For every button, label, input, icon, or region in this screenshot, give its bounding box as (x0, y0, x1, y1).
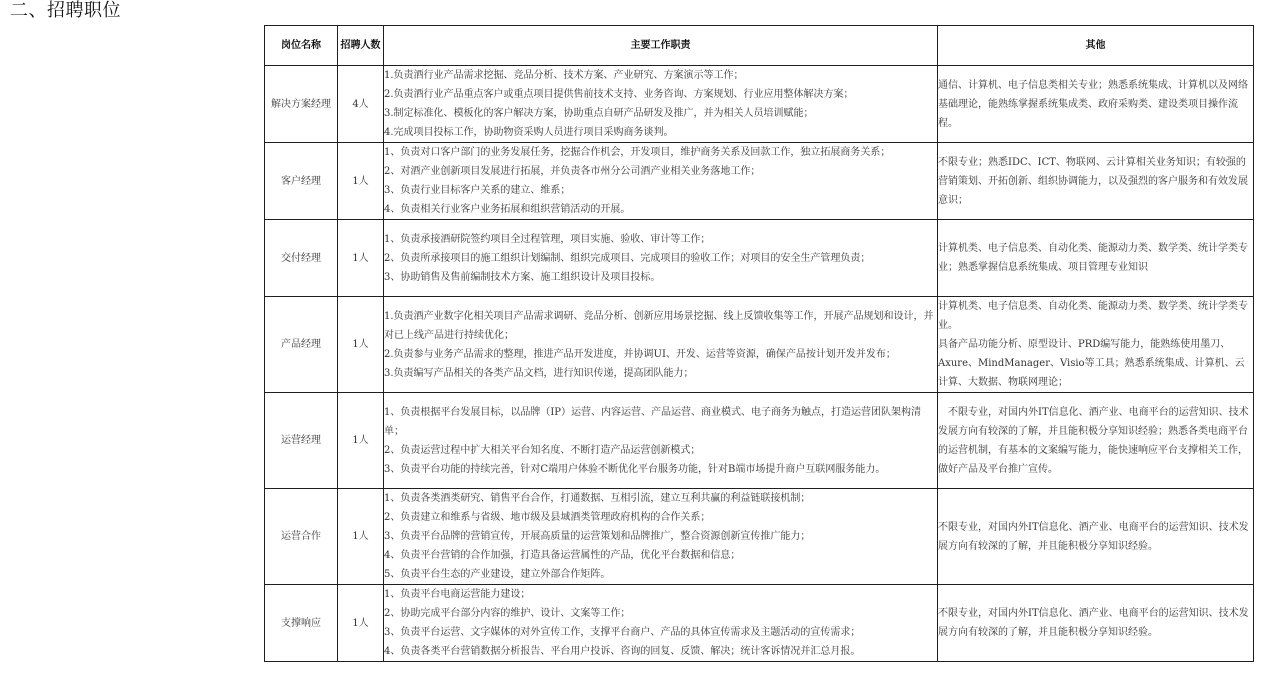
position-cell: 产品经理 (265, 297, 338, 393)
duty-item: 1、负责平台电商运营能力建设； (384, 589, 531, 600)
duty-item: 4、负责相关行业客户业务拓展和组织营销活动的开展。 (384, 204, 631, 215)
duty-item: 3、负责行业目标客户关系的建立、维系； (384, 185, 571, 196)
duty-item: 2、对酒产业创新项目发展进行拓展，并负责各市州分公司酒产业相关业务落地工作； (384, 166, 761, 177)
position-cell: 交付经理 (265, 220, 338, 297)
other-cell: 不限专业，对国内外IT信息化、酒产业、电商平台的运营知识、技术发展方向有较深的了解，并且能积极分享知识经验。 (938, 489, 1254, 585)
duty-item: 3.负责编写产品相关的各类产品文档，进行知识传递，提高团队能力； (384, 367, 694, 379)
other-cell: 计算机类、电子信息类、自动化类、能源动力类、数学类、统计学类专业。 具备产品功能分析、原型设计、PRD编写能力，能熟练使用墨刀、Axure、MindManager、Visio等工具；熟悉系统集成、计算机、云计算、大数据、物联网理论； (938, 297, 1254, 393)
duty-item: 3、负责平台品牌的营销宣传，开展高质量的运营策划和品牌推广，整合资源创新宣传推广能力； (384, 531, 811, 542)
duty-item: 5、负责平台生态的产业建设，建立外部合作矩阵。 (384, 569, 611, 580)
duty-item: 4、负责平台营销的合作加强，打造具备运营属性的产品，优化平台数据和信息； (384, 550, 741, 561)
duty-item: 2.负责参与业务产品需求的整理，推进产品开发进度，并协调UI、开发、运营等资源，确保产品按计划开发并发布； (384, 348, 896, 360)
header-position: 岗位名称 (265, 26, 338, 66)
duties-cell (384, 585, 938, 662)
other-cell: 不限专业；熟悉IDC、ICT、物联网、云计算相关业务知识；有较强的营销策划、开拓创新、组织协调能力，以及强烈的客户服务和有效发展意识； (938, 143, 1254, 220)
duty-item: 2、负责所承接项目的施工组织计划编制、组织完成项目、完成项目的验收工作；对项目的安全生产管理负责； (384, 252, 871, 264)
count-cell: 1人 (338, 220, 384, 297)
table-row (265, 585, 1254, 662)
position-cell: 运营合作 (265, 489, 338, 585)
table-row (265, 489, 1254, 585)
other-cell: 不限专业，对国内外IT信息化、酒产业、电商平台的运营知识、技术发展方向有较深的了解，并且能积极分享知识经验；熟悉各类电商平台的运营机制，有基本的文案编写能力，能快速响应平台支撑相关工作，做好产品及平台推广宣传。 (938, 393, 1254, 489)
duty-item: 1.负责酒产业数字化相关项目产品需求调研、竞品分析、创新应用场景挖掘、线上反馈收集等工作，开展产品规划和设计，并对已上线产品进行持续优化； (384, 310, 934, 341)
duty-item: 3、负责平台功能的持续完善，针对C端用户体验不断优化平台服务功能，针对B端市场提升商户互联网服务能力。 (384, 463, 886, 475)
count-cell: 1人 (338, 393, 384, 489)
duties-cell (384, 489, 938, 585)
duty-item: 1、负责各类酒类研究、销售平台合作，打通数据、互相引流，建立互利共赢的利益链联接机制； (384, 493, 811, 504)
duties-cell (384, 66, 938, 143)
duty-item: 3.制定标准化、模板化的客户解决方案，协助重点自研产品研发及推广，并为相关人员培训赋能； (384, 108, 814, 119)
table-row (265, 66, 1254, 143)
duty-item: 1、负责根据平台发展目标，以品牌（IP）运营、内容运营、产品运营、商业模式、电子商务为触点，打造运营团队架构清单； (384, 406, 922, 437)
duty-item: 1.负责酒行业产品需求挖掘、竞品分析、技术方案、产业研究、方案演示等工作； (384, 70, 744, 81)
table-row (265, 297, 1254, 393)
duty-item: 1、负责对口客户部门的业务发展任务，挖掘合作机会，开发项目，维护商务关系及回款工作，独立拓展商务关系； (384, 147, 891, 158)
duty-item: 4.完成项目投标工作，协助物资采购人员进行项目采购商务谈判。 (384, 127, 674, 138)
duties-cell (384, 220, 938, 297)
recruitment-table (264, 25, 1254, 662)
duty-item: 4、负责各类平台营销数据分析报告、平台用户投诉、咨询的回复、反馈、解决；统计客诉情况并汇总月报。 (384, 646, 861, 657)
count-cell: 4人 (338, 66, 384, 143)
section-heading: 二、招聘职位 (10, 0, 121, 21)
position-cell: 客户经理 (265, 143, 338, 220)
count-cell: 1人 (338, 297, 384, 393)
count-cell: 1人 (338, 585, 384, 662)
duties-cell (384, 143, 938, 220)
position-cell: 支撑响应 (265, 585, 338, 662)
duty-item: 1、负责承接酒研院签约项目全过程管理，项目实施、验收、审计等工作； (384, 233, 711, 245)
position-cell: 运营经理 (265, 393, 338, 489)
duty-item: 2、负责建立和维系与省级、地市级及县域酒类管理政府机构的合作关系； (384, 512, 711, 523)
position-cell: 解决方案经理 (265, 66, 338, 143)
header-count: 招聘人数 (338, 26, 384, 66)
duty-item: 2.负责酒行业产品重点客户或重点项目提供售前技术支持、业务咨询、方案规划、行业应用整体解决方案； (384, 89, 854, 100)
header-duties: 主要工作职责 (384, 26, 938, 66)
count-cell: 1人 (338, 489, 384, 585)
duty-item: 2、协助完成平台部分内容的维护、设计、文案等工作； (384, 608, 631, 619)
duty-item: 3、协助销售及售前编制技术方案、施工组织设计及项目投标。 (384, 271, 661, 283)
duty-item: 2、负责运营过程中扩大相关平台知名度、不断打造产品运营创新模式； (384, 444, 701, 456)
table-header-row (265, 26, 1254, 66)
other-cell: 计算机类、电子信息类、自动化类、能源动力类、数学类、统计学类专业；熟悉掌握信息系统集成、项目管理专业知识 (938, 220, 1254, 297)
other-cell: 不限专业，对国内外IT信息化、酒产业、电商平台的运营知识、技术发展方向有较深的了解，并且能积极分享知识经验。 (938, 585, 1254, 662)
duties-cell (384, 297, 938, 393)
table-row (265, 393, 1254, 489)
other-cell: 通信、计算机、电子信息类相关专业；熟悉系统集成、计算机以及网络基础理论，能熟练掌握系统集成类、政府采购类、建设类项目操作流程。 (938, 66, 1254, 143)
table-row (265, 220, 1254, 297)
count-cell: 1人 (338, 143, 384, 220)
header-other: 其他 (938, 26, 1254, 66)
table-row (265, 143, 1254, 220)
duties-cell (384, 393, 938, 489)
duty-item: 3、负责平台运营、文字媒体的对外宣传工作，支撑平台商户、产品的具体宣传需求及主题活动的宣传需求； (384, 627, 861, 638)
